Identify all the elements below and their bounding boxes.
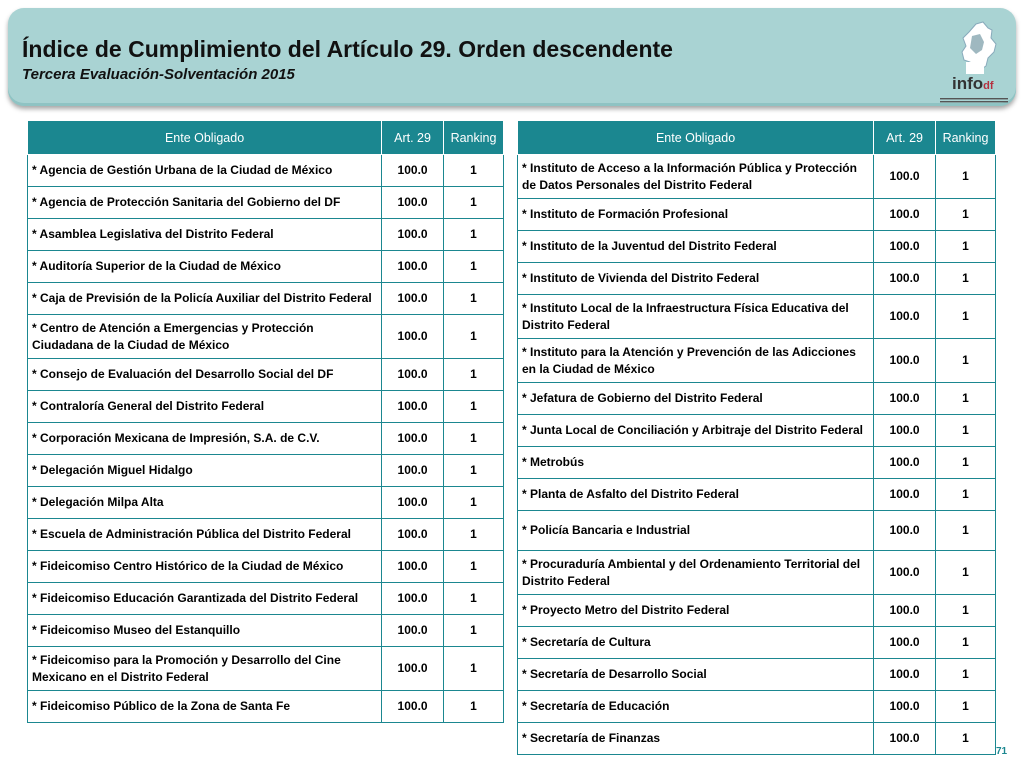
logo-wordmark: infodf: [952, 74, 994, 93]
table-row: [28, 251, 504, 283]
table-row: [518, 263, 996, 295]
table-row: [518, 551, 996, 595]
ranking-cell: 1: [936, 595, 996, 627]
table-row: [518, 339, 996, 383]
table-row: [518, 723, 996, 755]
table-header-row: [28, 121, 504, 155]
ranking-cell: 1: [444, 219, 504, 251]
art-29-cell: 100.0: [874, 415, 936, 447]
ranking-cell: 1: [936, 479, 996, 511]
ente-obligado-cell: * Junta Local de Conciliación y Arbitraje del Distrito Federal: [518, 415, 874, 447]
ente-obligado-cell: * Delegación Milpa Alta: [28, 487, 382, 519]
ranking-cell: 1: [936, 383, 996, 415]
ranking-cell: 1: [936, 691, 996, 723]
table-row: [28, 423, 504, 455]
ente-obligado-cell: * Planta de Asfalto del Distrito Federal: [518, 479, 874, 511]
ente-obligado-cell: * Corporación Mexicana de Impresión, S.A. de C.V.: [28, 423, 382, 455]
table-row: [518, 595, 996, 627]
ente-obligado-cell: * Asamblea Legislativa del Distrito Federal: [28, 219, 382, 251]
art-29-cell: 100.0: [382, 283, 444, 315]
ranking-cell: 1: [444, 551, 504, 583]
art-29-cell: 100.0: [382, 455, 444, 487]
art-29-cell: 100.0: [382, 423, 444, 455]
ranking-cell: 1: [936, 415, 996, 447]
header-banner: [8, 8, 1016, 106]
ente-obligado-cell: * Instituto de Acceso a la Información Pública y Protección de Datos Personales del Distrito Federal: [518, 155, 874, 199]
ranking-table-right: [517, 120, 996, 755]
ranking-cell: 1: [444, 359, 504, 391]
ente-obligado-cell: * Auditoría Superior de la Ciudad de México: [28, 251, 382, 283]
table-row: [518, 691, 996, 723]
art-29-cell: 100.0: [382, 187, 444, 219]
page-title: Índice de Cumplimiento del Artículo 29. Orden descendente: [22, 36, 673, 62]
art-29-cell: 100.0: [382, 315, 444, 359]
art-29-cell: 100.0: [874, 383, 936, 415]
ente-obligado-cell: * Centro de Atención a Emergencias y Protección Ciudadana de la Ciudad de México: [28, 315, 382, 359]
header-ente-obligado: Ente Obligado: [28, 121, 382, 155]
header-art-29: Art. 29: [874, 121, 936, 155]
ente-obligado-cell: * Jefatura de Gobierno del Distrito Federal: [518, 383, 874, 415]
table-row: [518, 659, 996, 691]
ranking-cell: 1: [936, 155, 996, 199]
ranking-cell: 1: [936, 627, 996, 659]
table-row: [28, 615, 504, 647]
art-29-cell: 100.0: [874, 659, 936, 691]
ente-obligado-cell: * Caja de Previsión de la Policía Auxiliar del Distrito Federal: [28, 283, 382, 315]
table-row: [28, 455, 504, 487]
table-header-row: [518, 121, 996, 155]
art-29-cell: 100.0: [382, 487, 444, 519]
mexico-city-map-icon: [936, 18, 1012, 78]
art-29-cell: 100.0: [874, 199, 936, 231]
ranking-cell: 1: [444, 251, 504, 283]
header-art-29: Art. 29: [382, 121, 444, 155]
ente-obligado-cell: * Fideicomiso Centro Histórico de la Ciudad de México: [28, 551, 382, 583]
ranking-cell: 1: [444, 455, 504, 487]
table-row: [518, 627, 996, 659]
art-29-cell: 100.0: [874, 595, 936, 627]
table-row: [518, 415, 996, 447]
table-row: [28, 155, 504, 187]
art-29-cell: 100.0: [382, 251, 444, 283]
table-row: [28, 691, 504, 723]
ente-obligado-cell: * Agencia de Gestión Urbana de la Ciudad de México: [28, 155, 382, 187]
ranking-cell: 1: [936, 199, 996, 231]
ente-obligado-cell: * Fideicomiso Museo del Estanquillo: [28, 615, 382, 647]
table-row: [28, 583, 504, 615]
ranking-cell: 1: [444, 519, 504, 551]
table-row: [518, 479, 996, 511]
ente-obligado-cell: * Instituto de Vivienda del Distrito Federal: [518, 263, 874, 295]
ente-obligado-cell: * Secretaría de Cultura: [518, 627, 874, 659]
table-row: [28, 187, 504, 219]
art-29-cell: 100.0: [874, 339, 936, 383]
table-row: [28, 647, 504, 691]
art-29-cell: 100.0: [382, 219, 444, 251]
table-row: [28, 283, 504, 315]
ente-obligado-cell: * Secretaría de Desarrollo Social: [518, 659, 874, 691]
table-row: [28, 391, 504, 423]
table-row: [28, 519, 504, 551]
art-29-cell: 100.0: [874, 295, 936, 339]
ente-obligado-cell: * Instituto de la Juventud del Distrito Federal: [518, 231, 874, 263]
table-row: [518, 447, 996, 479]
ranking-cell: 1: [444, 487, 504, 519]
table-row: [518, 295, 996, 339]
table-row: [518, 511, 996, 551]
ente-obligado-cell: * Agencia de Protección Sanitaria del Gobierno del DF: [28, 187, 382, 219]
ente-obligado-cell: * Instituto para la Atención y Prevención de las Adicciones en la Ciudad de México: [518, 339, 874, 383]
page-number: 71: [996, 746, 1008, 757]
art-29-cell: 100.0: [874, 263, 936, 295]
ranking-cell: 1: [936, 295, 996, 339]
ente-obligado-cell: * Secretaría de Educación: [518, 691, 874, 723]
art-29-cell: 100.0: [382, 647, 444, 691]
ente-obligado-cell: * Contraloría General del Distrito Federal: [28, 391, 382, 423]
ranking-cell: 1: [936, 231, 996, 263]
art-29-cell: 100.0: [874, 511, 936, 551]
ente-obligado-cell: * Procuraduría Ambiental y del Ordenamiento Territorial del Distrito Federal: [518, 551, 874, 595]
table-row: [518, 231, 996, 263]
ranking-cell: 1: [444, 315, 504, 359]
ranking-cell: 1: [444, 583, 504, 615]
art-29-cell: 100.0: [874, 479, 936, 511]
ente-obligado-cell: * Metrobús: [518, 447, 874, 479]
header-ranking: Ranking: [936, 121, 996, 155]
table-row: [28, 315, 504, 359]
art-29-cell: 100.0: [382, 551, 444, 583]
ranking-cell: 1: [444, 647, 504, 691]
art-29-cell: 100.0: [382, 615, 444, 647]
ranking-cell: 1: [936, 723, 996, 755]
art-29-cell: 100.0: [874, 627, 936, 659]
table-row: [518, 199, 996, 231]
ranking-cell: 1: [444, 423, 504, 455]
ente-obligado-cell: * Fideicomiso para la Promoción y Desarrollo del Cine Mexicano en el Distrito Federal: [28, 647, 382, 691]
ranking-table-left: [27, 120, 504, 723]
logo-caption-lines: [936, 98, 1012, 103]
art-29-cell: 100.0: [874, 551, 936, 595]
art-29-cell: 100.0: [382, 583, 444, 615]
header-ente-obligado: Ente Obligado: [518, 121, 874, 155]
ente-obligado-cell: * Escuela de Administración Pública del Distrito Federal: [28, 519, 382, 551]
page-subtitle: Tercera Evaluación-Solventación 2015: [22, 66, 295, 83]
art-29-cell: 100.0: [382, 359, 444, 391]
ranking-cell: 1: [444, 391, 504, 423]
ranking-cell: 1: [444, 691, 504, 723]
table-row: [28, 359, 504, 391]
ente-obligado-cell: * Fideicomiso Público de la Zona de Santa Fe: [28, 691, 382, 723]
header-ranking: Ranking: [444, 121, 504, 155]
art-29-cell: 100.0: [874, 447, 936, 479]
ranking-cell: 1: [936, 659, 996, 691]
ente-obligado-cell: * Fideicomiso Educación Garantizada del Distrito Federal: [28, 583, 382, 615]
ranking-cell: 1: [936, 263, 996, 295]
table-row: [28, 551, 504, 583]
art-29-cell: 100.0: [382, 519, 444, 551]
art-29-cell: 100.0: [874, 691, 936, 723]
ente-obligado-cell: * Delegación Miguel Hidalgo: [28, 455, 382, 487]
table-row: [28, 219, 504, 251]
ente-obligado-cell: * Proyecto Metro del Distrito Federal: [518, 595, 874, 627]
table-row: [518, 383, 996, 415]
ente-obligado-cell: * Policía Bancaria e Industrial: [518, 511, 874, 551]
art-29-cell: 100.0: [874, 723, 936, 755]
art-29-cell: 100.0: [382, 691, 444, 723]
ente-obligado-cell: * Instituto Local de la Infraestructura Física Educativa del Distrito Federal: [518, 295, 874, 339]
ranking-cell: 1: [936, 551, 996, 595]
art-29-cell: 100.0: [874, 155, 936, 199]
ranking-cell: 1: [444, 615, 504, 647]
ente-obligado-cell: * Instituto de Formación Profesional: [518, 199, 874, 231]
table-row: [518, 155, 996, 199]
infodf-logo: [936, 18, 1012, 106]
table-row: [28, 487, 504, 519]
ranking-cell: 1: [444, 187, 504, 219]
ranking-cell: 1: [936, 511, 996, 551]
art-29-cell: 100.0: [382, 391, 444, 423]
art-29-cell: 100.0: [874, 231, 936, 263]
ranking-cell: 1: [444, 155, 504, 187]
ente-obligado-cell: * Secretaría de Finanzas: [518, 723, 874, 755]
ranking-cell: 1: [936, 339, 996, 383]
art-29-cell: 100.0: [382, 155, 444, 187]
ranking-cell: 1: [936, 447, 996, 479]
ranking-cell: 1: [444, 283, 504, 315]
ente-obligado-cell: * Consejo de Evaluación del Desarrollo Social del DF: [28, 359, 382, 391]
